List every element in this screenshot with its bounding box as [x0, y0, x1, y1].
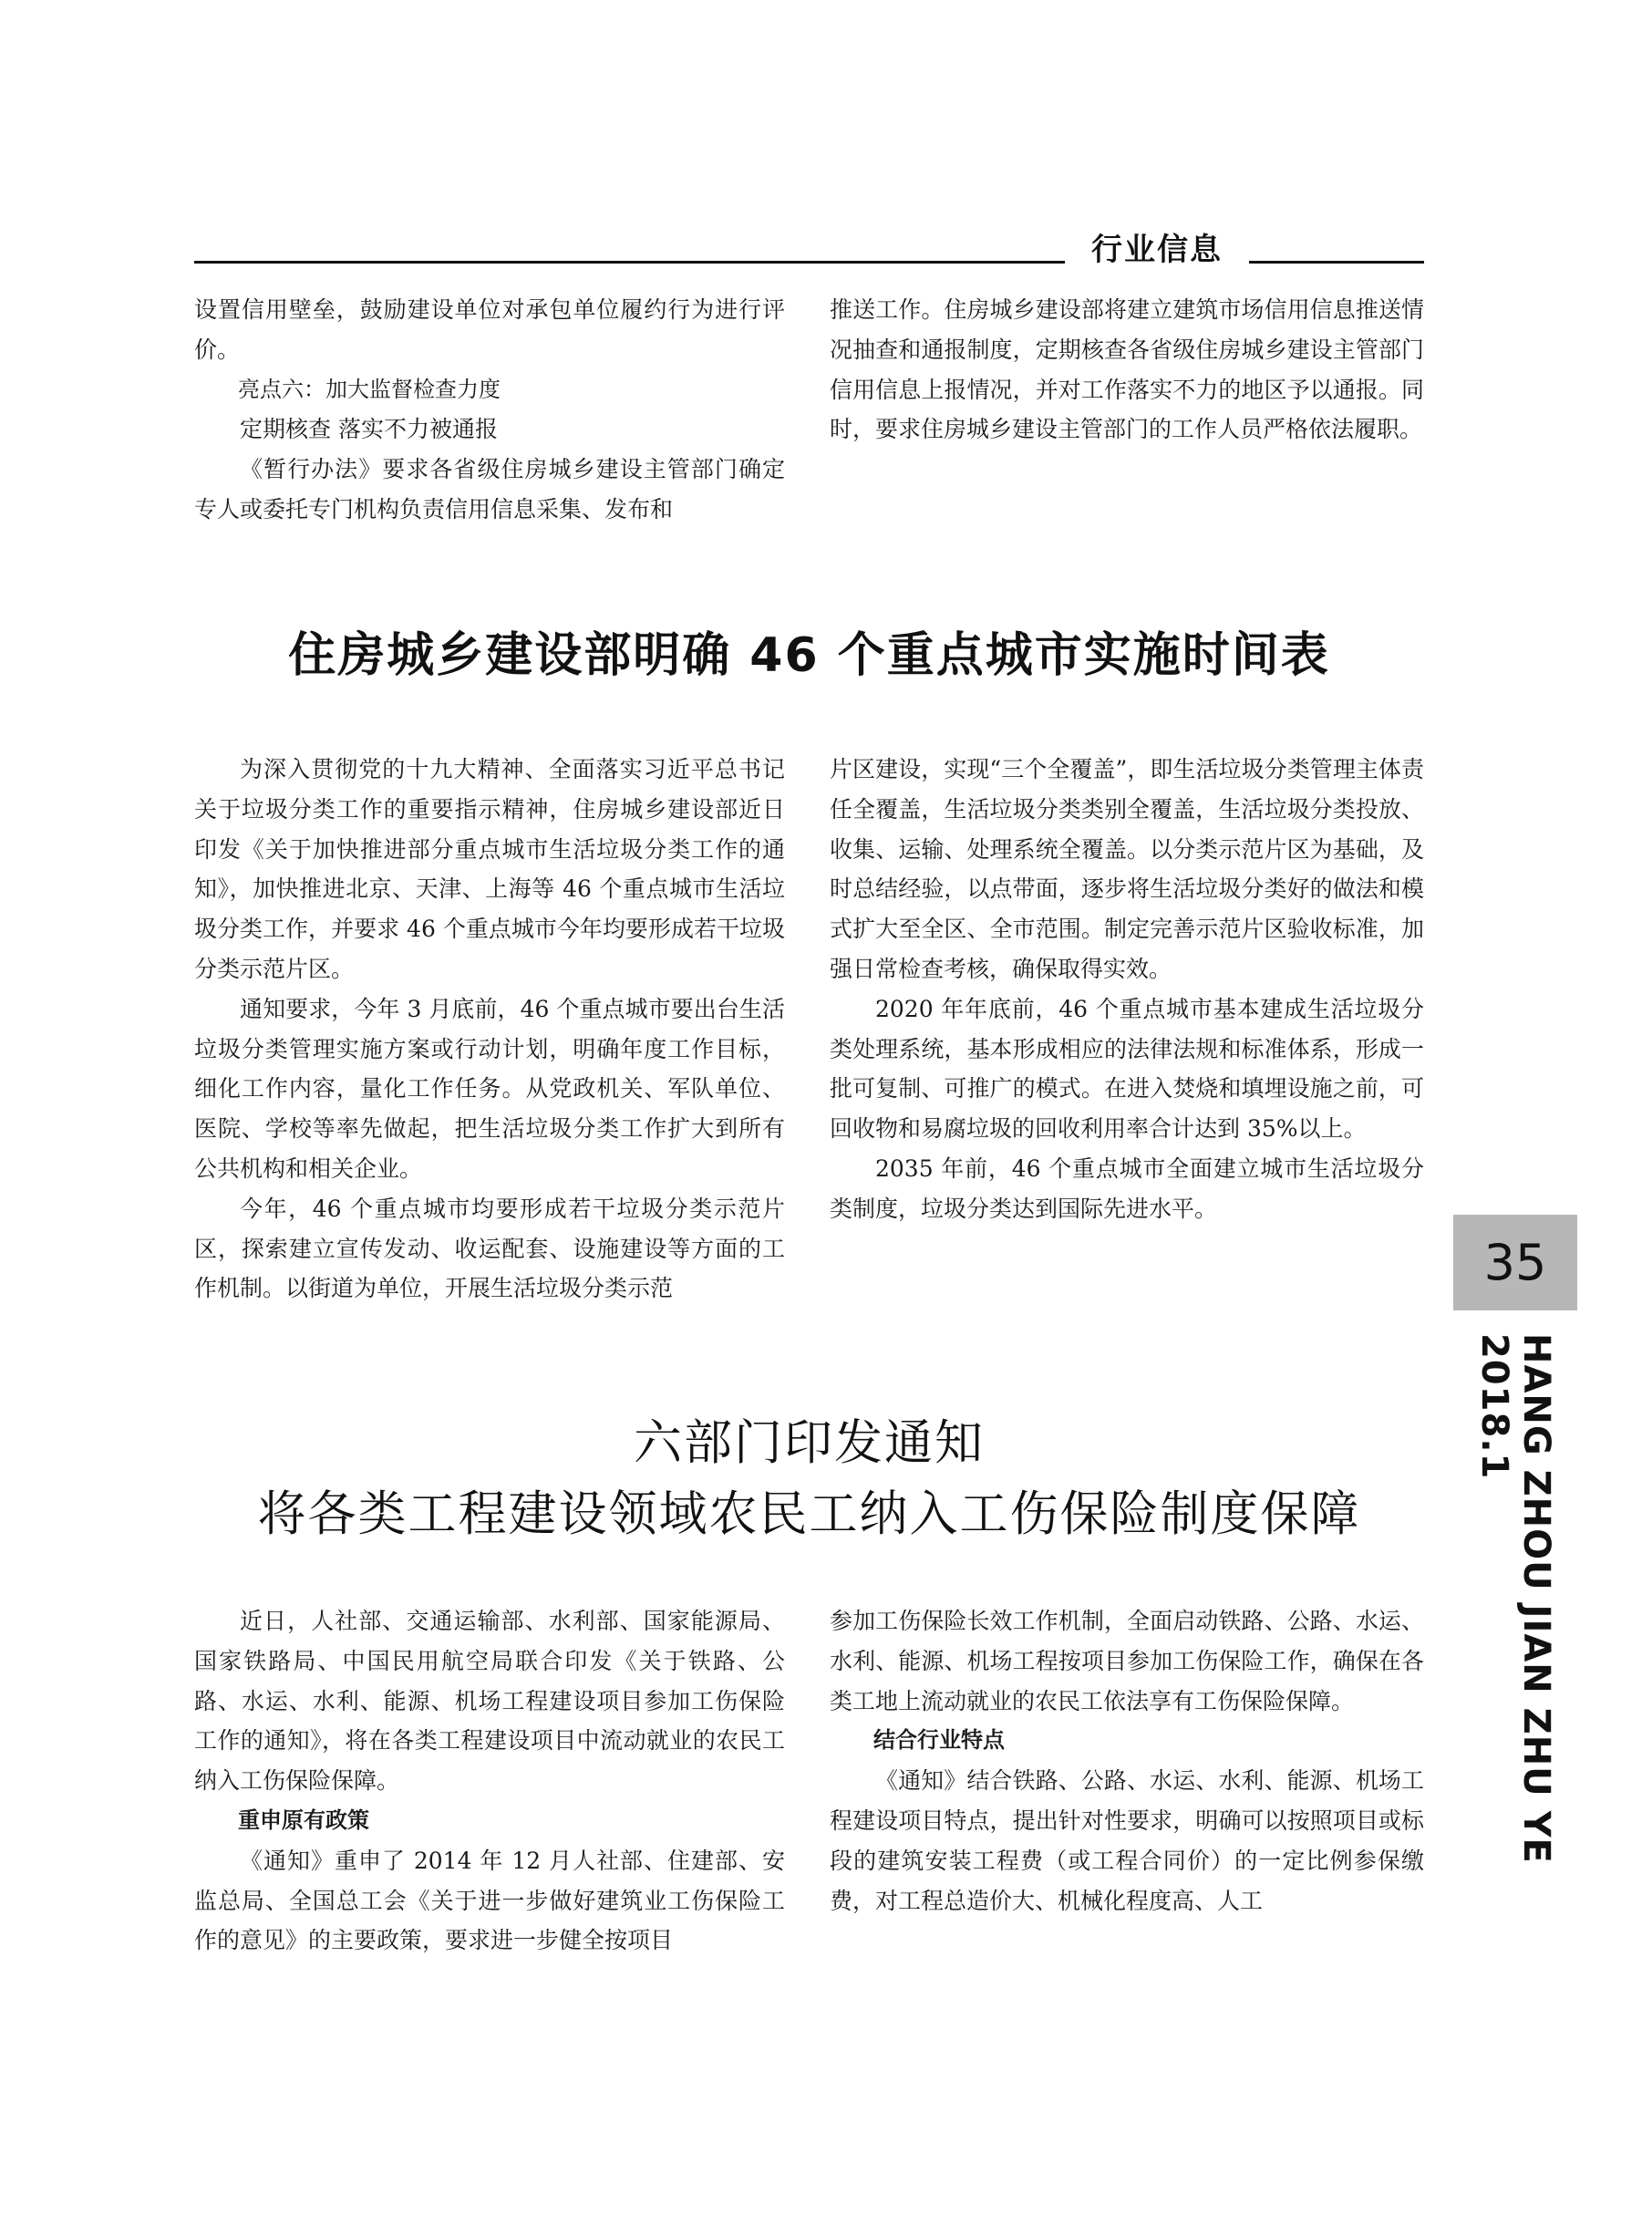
journal-title: HANG ZHOU JIAN ZHU YE 2018.1 — [1473, 1333, 1557, 1864]
article2-title-line2: 将各类工程建设领域农民工纳入工伤保险制度保障 — [257, 1486, 1361, 1542]
article2-right-column — [830, 1601, 1424, 1921]
highlight-heading: 亮点六：加大监督检查力度 — [238, 376, 501, 402]
paragraph: 通知要求，今年 3 月底前，46 个重点城市要出台生活垃圾分类管理实施方案或行动计划，明确年度工作目标，细化工作内容，量化工作任务。从党政机关、军队单位、医院、学校等率先做起，把生活垃圾分类工作扩大到所有公共机构和相关企业。 — [194, 995, 785, 1182]
paragraph: 参加工伤保险长效工作机制，全面启动铁路、公路、水运、水利、能源、机场工程按项目参加工伤保险工作，确保在各类工地上流动就业的农民工依法享有工伤保险保障。 — [830, 1608, 1424, 1714]
article1-title: 住房城乡建设部明确 46 个重点城市实施时间表 — [288, 628, 1330, 683]
paragraph: 推送工作。住房城乡建设部将建立建筑市场信用信息推送情况抽查和通报制度，定期核查各省级住房城乡建设主管部门信用信息上报情况，并对工作落实不力的地区予以通报。同时，要求住房城乡建设主管部门的工作人员严格依法履职。 — [830, 296, 1424, 443]
paragraph: 今年，46 个重点城市均要形成若干垃圾分类示范片区，探索建立宣传发动、收运配套、设施建设等方面的工作机制。以街道为单位，开展生活垃圾分类示范 — [194, 1195, 785, 1302]
paragraph: 片区建设，实现“三个全覆盖”，即生活垃圾分类管理主体责任全覆盖，生活垃圾分类类别全覆盖，生活垃圾分类投放、收集、运输、处理系统全覆盖。以分类示范片区为基础，及时总结经验，以点带面，逐步将生活垃圾分类好的做法和模式扩大至全区、全市范围。制定完善示范片区验收标准，加强日常检查考核，确保取得实效。 — [830, 756, 1424, 982]
paragraph: 2020 年年底前，46 个重点城市基本建成生活垃圾分类处理系统，基本形成相应的法律法规和标准体系，形成一批可复制、可推广的模式。在进入焚烧和填埋设施之前，可回收物和易腐垃圾的回收利用率合计达到 35%以上。 — [830, 995, 1424, 1143]
article2-left-column — [194, 1601, 785, 1961]
paragraph: 《暂行办法》要求各省级住房城乡建设主管部门确定专人或委托专门机构负责信用信息采集、发布和 — [194, 456, 785, 523]
article2-title-line1: 六部门印发通知 — [634, 1415, 985, 1471]
top-article-left-column — [194, 290, 785, 530]
kicker: 定期核查 落实不力被通报 — [240, 416, 498, 443]
paragraph: 设置信用壁垒，鼓励建设单位对承包单位履约行为进行评价。 — [194, 296, 785, 363]
paragraph: 2035 年前，46 个重点城市全面建立城市生活垃圾分类制度，垃圾分类达到国际先进水平。 — [830, 1154, 1424, 1222]
page-number: 35 — [1453, 1215, 1577, 1310]
paragraph: 《通知》结合铁路、公路、水运、水利、能源、机场工程建设项目特点，提出针对性要求，明确可以按照项目或标段的建筑安装工程费（或工程合同价）的一定比例参保缴费，对工程总造价大、机械化程度高、人工 — [830, 1767, 1424, 1914]
section-label: 行业信息 — [1091, 232, 1223, 268]
header-rule-left — [194, 261, 1065, 264]
paragraph: 为深入贯彻党的十九大精神、全面落实习近平总书记关于垃圾分类工作的重要指示精神，住房城乡建设部近日印发《关于加快推进部分重点城市生活垃圾分类工作的通知》，加快推进北京、天津、上海等 46 个重点城市生活垃圾分类工作，并要求 46 个重点城市今年均要形成若干垃圾分类示范片区。 — [194, 756, 785, 982]
top-article-right-column — [830, 290, 1424, 450]
subheading: 重申原有政策 — [238, 1807, 369, 1833]
paragraph: 近日，人社部、交通运输部、水利部、国家能源局、国家铁路局、中国民用航空局联合印发《关于铁路、公路、水运、水利、能源、机场工程建设项目参加工伤保险工作的通知》，将在各类工程建设项目中流动就业的农民工纳入工伤保险保障。 — [194, 1608, 785, 1795]
subheading: 结合行业特点 — [873, 1727, 1005, 1754]
paragraph: 《通知》重申了 2014 年 12 月人社部、住建部、安监总局、全国总工会《关于进一步做好建筑业工伤保险工作的意见》的主要政策，要求进一步健全按项目 — [194, 1847, 785, 1954]
article1-right-column — [830, 750, 1424, 1229]
article1-left-column — [194, 750, 785, 1309]
header-rule-right — [1249, 261, 1424, 264]
